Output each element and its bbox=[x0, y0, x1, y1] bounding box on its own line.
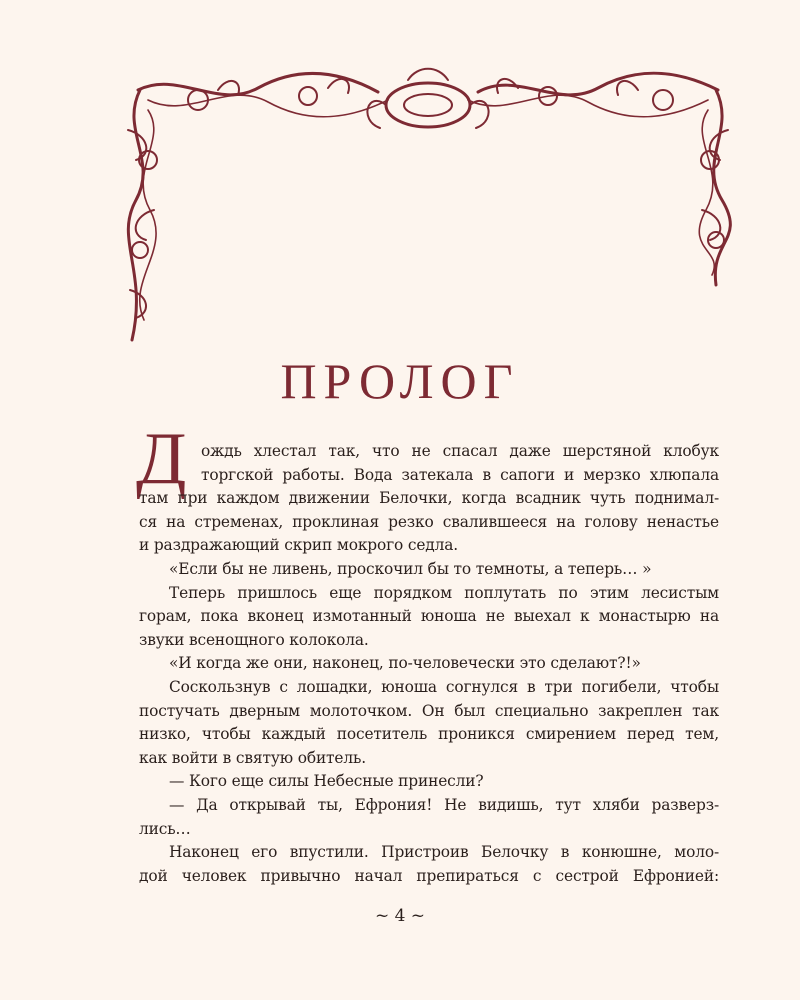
text-line: Наконец его впустили. Пристроив Белочку в конюшне, моло- bbox=[169, 843, 719, 862]
text-line: «Если бы не ливень, проскочил бы то темноты, а теперь… » bbox=[169, 559, 652, 578]
text-line: ождь хлестал так, что не спасал даже шерстяной клобук bbox=[201, 442, 719, 460]
chapter-title: ПРОЛОГ bbox=[280, 353, 520, 409]
text-line: Соскользнув с лошадки, юноша согнулся в три погибели, чтобы bbox=[169, 677, 719, 696]
text-line: и раздражающий скрип мокрого седла. bbox=[139, 536, 459, 555]
text-line: горам, пока вконец измотанный юноша не выехал к монастырю на bbox=[139, 607, 719, 626]
drop-cap: Д bbox=[136, 418, 187, 500]
text-line: — Да открывай ты, Ефрония! Не видишь, тут хляби разверз- bbox=[169, 795, 719, 814]
text-line: низко, чтобы каждый посетитель проникся смирением перед тем, bbox=[139, 725, 719, 744]
ornamental-border bbox=[118, 60, 738, 360]
body-text bbox=[139, 440, 719, 888]
text-line: звуки всенощного колокола. bbox=[139, 630, 369, 649]
text-line: «И когда же они, наконец, по-человечески это сделают?!» bbox=[169, 654, 641, 673]
text-line: постучать дверным молоточком. Он был специально закреплен так bbox=[139, 701, 719, 720]
text-line: ся на стременах, проклиная резко свалившееся на голову ненастье bbox=[139, 512, 719, 531]
text-line: дой человек привычно начал препираться с сестрой Ефронией: bbox=[139, 866, 719, 885]
text-line: торгской работы. Вода затекала в сапоги и мерзко хлюпала bbox=[201, 465, 719, 484]
text-line: как войти в святую обитель. bbox=[139, 748, 366, 767]
text-line: лись… bbox=[139, 819, 191, 838]
text-line: там при каждом движении Белочки, когда всадник чуть поднимал- bbox=[139, 489, 719, 508]
text-line: Теперь пришлось еще порядком поплутать по этим лесистым bbox=[169, 583, 719, 602]
page-number: ~ 4 ~ bbox=[374, 906, 426, 926]
text-line: — Кого еще силы Небесные принесли? bbox=[169, 772, 484, 791]
